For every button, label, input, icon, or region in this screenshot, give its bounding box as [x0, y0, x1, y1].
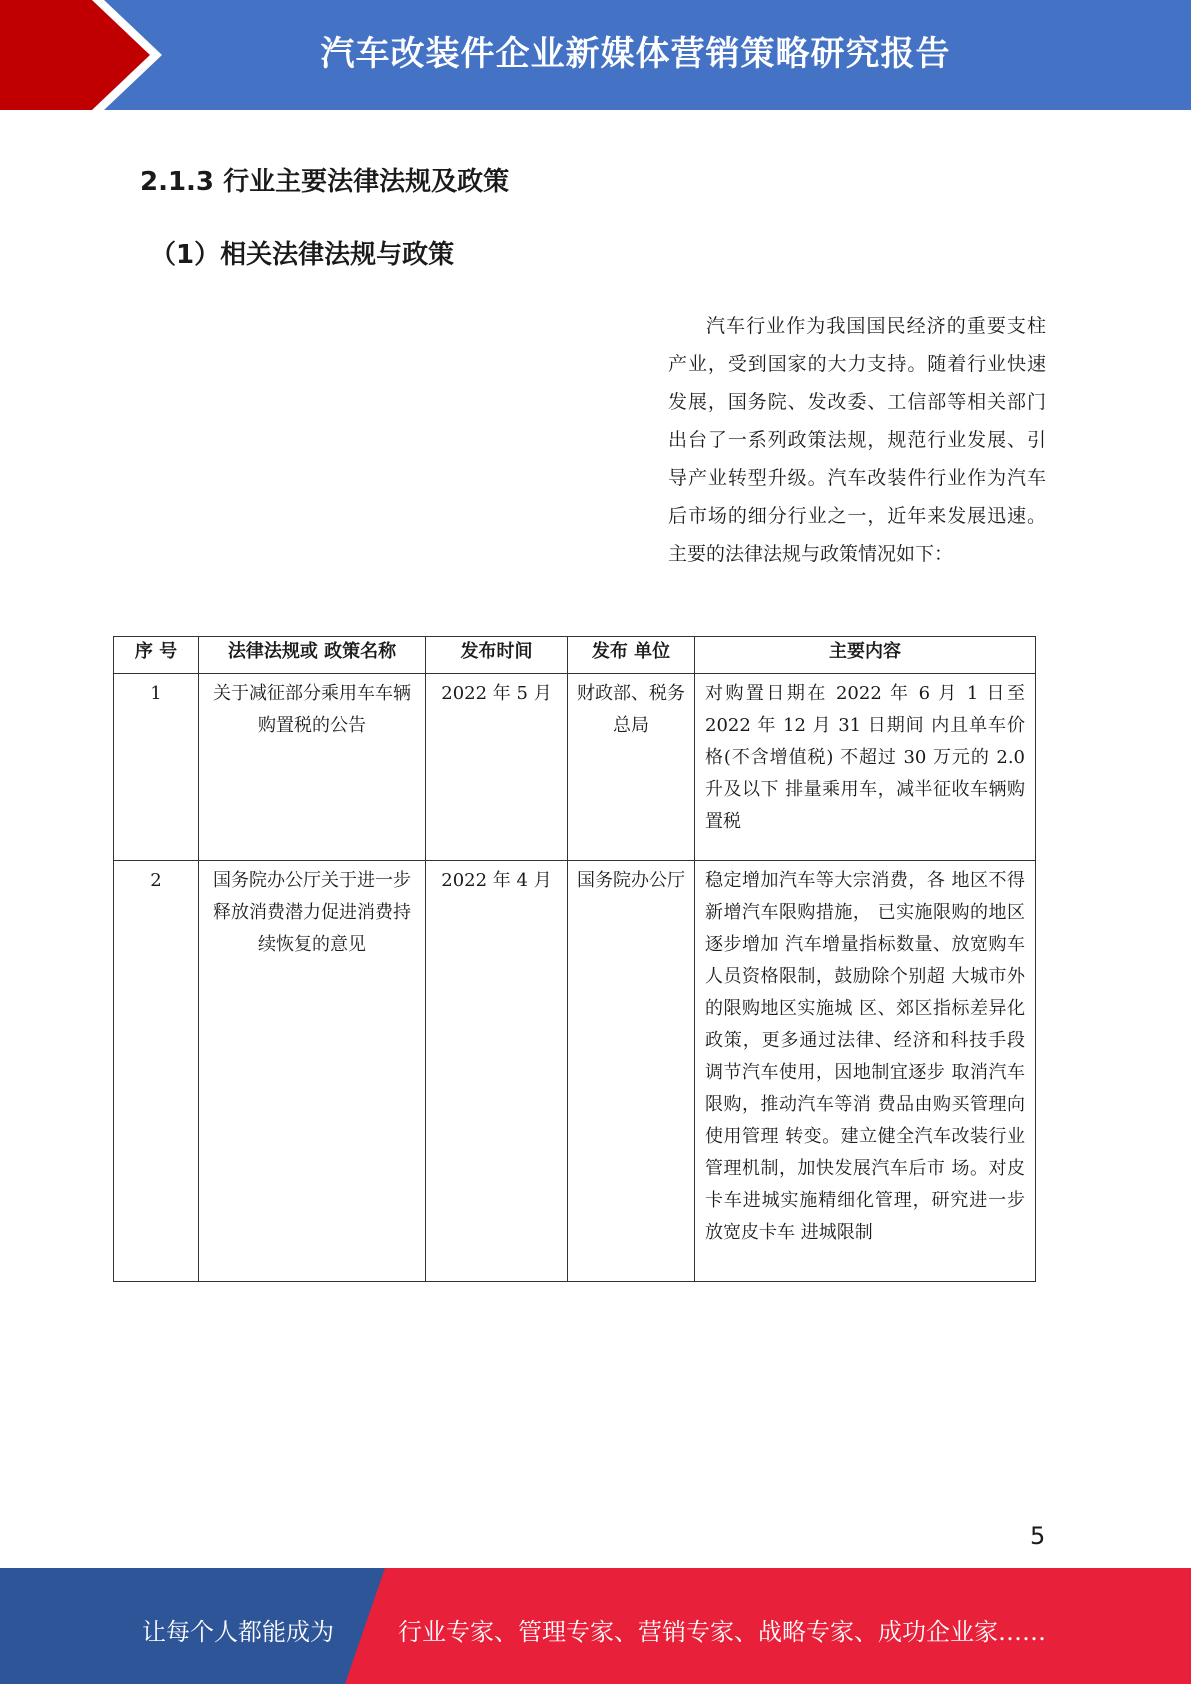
- intro-paragraph: 汽车行业作为我国国民经济的重要支柱产业，受到国家的大力支持。随着行业快速发展，国务院、发改委、工信部等相关部门出台了一系列政策法规，规范行业发展、引导产业转型升级。汽车改装件行业作为汽车后市场的细分行业之一，近年来发展迅速。主要的法律法规与政策情况如下：: [668, 315, 1046, 565]
- header-name: 法律法规或 政策名称: [199, 637, 426, 674]
- cell-content: 稳定增加汽车等大宗消费，各 地区不得新增汽车限购措施， 已实施限购的地区逐步增加 汽车增量指标数量、放宽购车 人员资格限制，鼓励除个别超 大城市外的限购地区实施城 区、郊区指标差异化政策，更多通过法律、经济和科技手段 调节汽车使用，因地制宜逐步 取消汽车限购，推动汽车等消 费品由购买管理向使用管理 转变。建立健全汽车改装行业 管理机制，加快发展汽车后市 场。对皮卡车进城实施精细化管理，研究进一步放宽皮卡车 进城限制: [695, 861, 1036, 1282]
- cell-date: 2022 年 5 月: [426, 674, 568, 861]
- report-title: 汽车改装件企业新媒体营销策略研究报告: [320, 34, 951, 74]
- subsection-heading: （1）相关法律法规与政策: [150, 240, 455, 270]
- cell-name: 关于减征部分乘用车车辆购置税的公告: [199, 674, 426, 861]
- policy-table: [113, 636, 1036, 1282]
- cell-date: 2022 年 4 月: [426, 861, 568, 1282]
- footer-slogan-right: 行业专家、管理专家、营销专家、战略专家、成功企业家……: [398, 1618, 1046, 1646]
- table-header-row: [114, 637, 1036, 674]
- footer-slogan-left: 让每个人都能成为: [142, 1618, 334, 1646]
- cell-no: 2: [114, 861, 199, 1282]
- section-heading: 2.1.3 行业主要法律法规及政策: [140, 167, 510, 197]
- header-date: 发布时间: [426, 637, 568, 674]
- cell-name: 国务院办公厅关于进一步释放消费潜力促进消费持续恢复的意见: [199, 861, 426, 1282]
- cell-no: 1: [114, 674, 199, 861]
- header-content: 主要内容: [695, 637, 1036, 674]
- footer-banner: [0, 1568, 1191, 1684]
- page-number: 5: [1030, 1522, 1046, 1550]
- cell-content: 对购置日期在 2022 年 6 月 1 日至 2022 年 12 月 31 日期间 内且单车价格(不含增值税) 不超过 30 万元的 2.0 升及以下 排量乘用车，减半征收车辆购 置税: [695, 674, 1036, 861]
- table-row: [114, 861, 1036, 1282]
- cell-issuer: 财政部、税务总局: [568, 674, 695, 861]
- header-issuer: 发布 单位: [568, 637, 695, 674]
- cell-issuer: 国务院办公厅: [568, 861, 695, 1282]
- table-row: [114, 674, 1036, 861]
- header-banner: [0, 0, 1191, 110]
- header-no: 序 号: [114, 637, 199, 674]
